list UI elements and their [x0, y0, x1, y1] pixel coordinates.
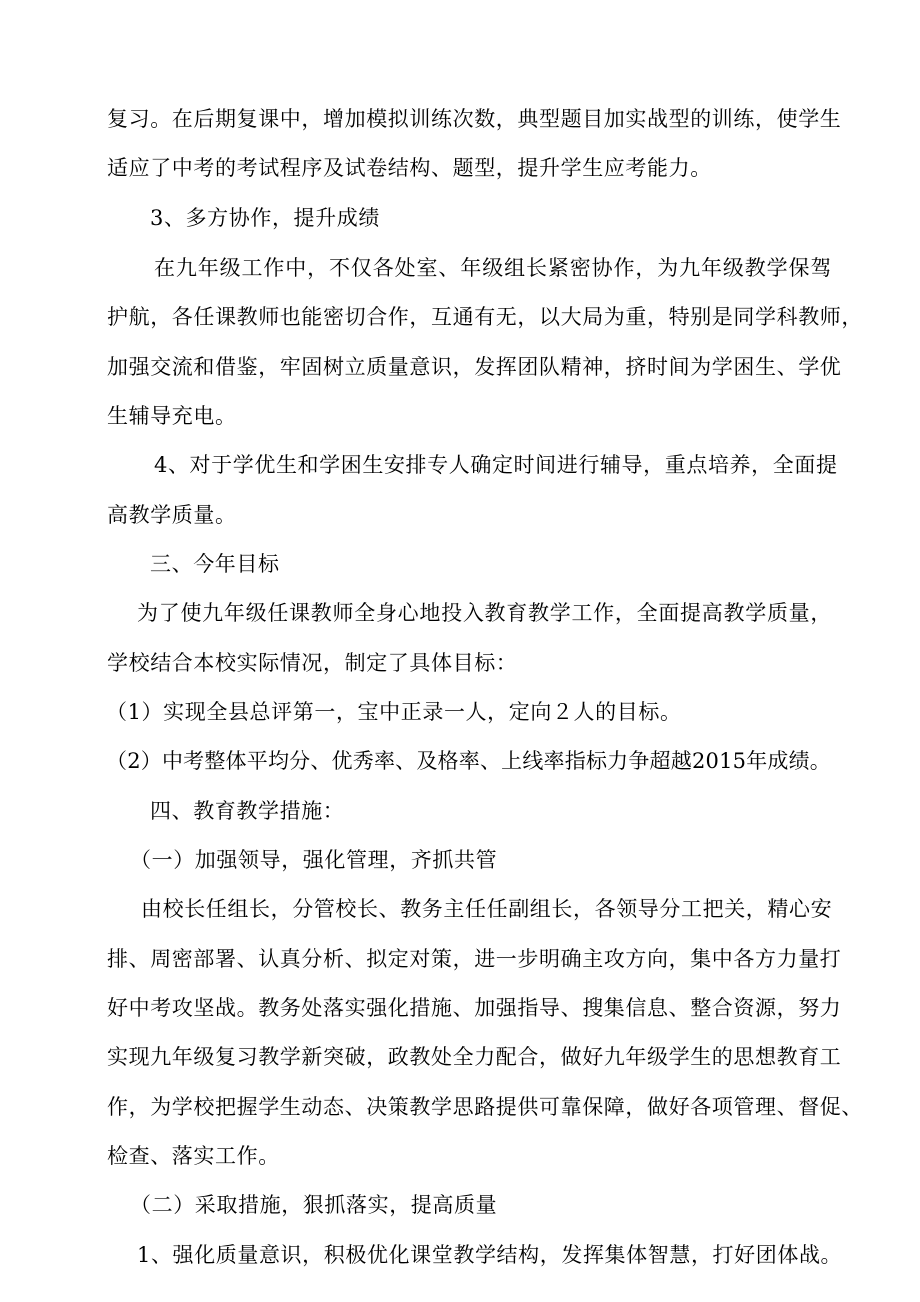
section-heading-goals: 三、今年目标 — [150, 552, 280, 576]
text-line-11: 为了使九年级任课教师全身心地投入教育教学工作，全面提高教学质量， — [137, 601, 832, 625]
text-line-19: 好中考攻坚战。教务处落实强化措施、加强指导、搜集信息、整合资源，努力 — [107, 996, 842, 1020]
section-heading-measures: 四、教育教学措施： — [150, 799, 345, 823]
text-line-20: 实现九年级复习教学新突破，政教处全力配合，做好九年级学生的思想教育工 — [107, 1045, 842, 1069]
subsection-heading-1: （一）加强领导，强化管理，齐抓共管 — [130, 848, 498, 872]
text-line-7: 生辅导充电。 — [107, 404, 237, 428]
goal-item-2: （2）中考整体平均分、优秀率、及格率、上线率指标力争超越2015年成绩。 — [106, 749, 832, 773]
text-line-6: 加强交流和借鉴，牢固树立质量意识，发挥团队精神，挤时间为学困生、学优 — [107, 355, 842, 379]
text-line-22: 检查、落实工作。 — [107, 1144, 280, 1168]
text-line-9: 高教学质量。 — [107, 503, 237, 527]
text-line-18: 排、周密部署、认真分析、拟定对策，进一步明确主攻方向，集中各方力量打 — [107, 947, 842, 971]
text-line-1: 复习。在后期复课中，增加模拟训练次数，典型题目加实战型的训练，使学生 — [107, 107, 842, 131]
text-line-8: 4、对于学优生和学困生安排专人确定时间进行辅导，重点培养，全面提 — [154, 453, 838, 477]
text-line-21: 作，为学校把握学生动态、决策教学思路提供可靠保障，做好各项管理、督促、 — [107, 1095, 863, 1119]
text-line-2: 适应了中考的考试程序及试卷结构、题型，提升学生应考能力。 — [107, 156, 712, 180]
text-line-17: 由校长任组长，分管校长、教务主任任副组长，各领导分工把关，精心安 — [141, 897, 833, 921]
goal-item-1: （1）实现全县总评第一，宝中正录一人，定向２人的目标。 — [106, 700, 682, 724]
text-line-4: 在九年级工作中，不仅各处室、年级组长紧密协作，为九年级教学保驾 — [154, 256, 832, 280]
text-line-12: 学校结合本校实际情况，制定了具体目标： — [107, 651, 518, 675]
subsection-heading-2: （二）采取措施，狠抓落实，提高质量 — [130, 1193, 498, 1217]
text-line-24: 1、强化质量意识，积极优化课堂教学结构，发挥集体智慧，打好团体战。 — [137, 1243, 843, 1267]
text-line-5: 护航，各任课教师也能密切合作，互通有无，以大局为重，特别是同学科教师， — [107, 305, 863, 329]
section-heading-3: 3、多方协作，提升成绩 — [150, 206, 380, 230]
